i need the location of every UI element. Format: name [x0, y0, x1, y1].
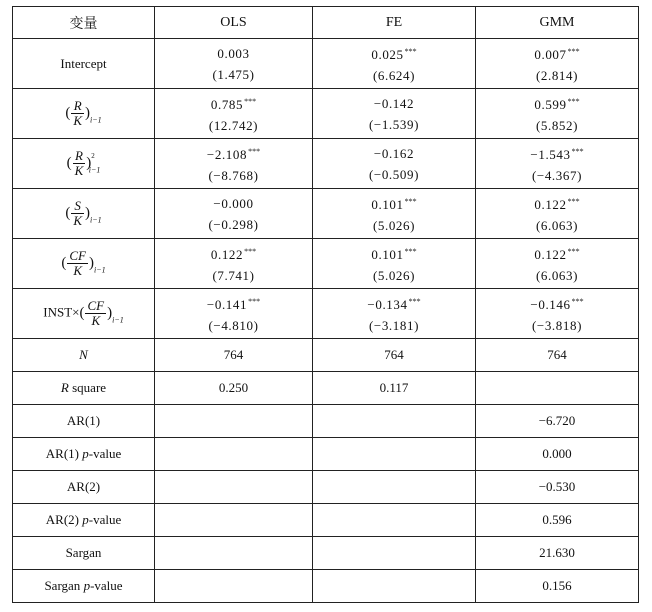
label-ar1-pvalue: AR(1) p-value: [13, 438, 155, 471]
tstat: (−3.818): [531, 318, 583, 333]
cell-ar1-gmm: −6.720: [476, 405, 639, 438]
significance-stars: ***: [567, 247, 580, 256]
row-sargan-pvalue: [13, 570, 639, 603]
fraction: $\frac{CF}{K}$: [69, 248, 86, 278]
cell-intercept-gmm: [476, 39, 639, 89]
cell-n-ols: 764: [155, 339, 313, 372]
row-ar1: [13, 405, 639, 438]
significance-stars: ***: [408, 297, 421, 306]
cell-sk-ols: −0.000 (−0.298): [155, 189, 313, 239]
cell-sargan-ols: [155, 537, 313, 570]
row-s-over-k: [13, 189, 639, 239]
cell-n-fe: 764: [313, 339, 476, 372]
row-n: [13, 339, 639, 372]
fraction: $\frac{S}{K}$: [73, 198, 83, 228]
label-cf-over-k: ( $\frac{CF}{K}$ )$_{i-1}$: [13, 239, 155, 289]
tstat: (5.852): [535, 118, 579, 133]
cell-ar2p-fe: [313, 504, 476, 537]
cell-ar1-fe: [313, 405, 476, 438]
significance-stars: ***: [244, 247, 257, 256]
fraction: $\frac{R}{K}$: [74, 148, 84, 178]
cell-sk-gmm: 0.122*** (6.063): [476, 189, 639, 239]
row-r-over-k: [13, 89, 639, 139]
label-sargan: Sargan: [13, 537, 155, 570]
cell-ar1-ols: [155, 405, 313, 438]
header-fe: FE: [313, 7, 476, 39]
header-ols: OLS: [155, 7, 313, 39]
cell-n-gmm: 764: [476, 339, 639, 372]
label-n: N: [13, 339, 155, 372]
cell-intercept-ols: [155, 39, 313, 89]
tstat: (6.063): [535, 218, 579, 233]
tstat: (7.741): [212, 268, 255, 283]
label-s-over-k: ( $\frac{S}{K}$ )$_{i-1}$: [13, 189, 155, 239]
cell-cfk-fe: 0.101*** (5.026): [313, 239, 476, 289]
cell-rk-ols: 0.785*** (12.742): [155, 89, 313, 139]
label-sargan-pvalue: Sargan p-value: [13, 570, 155, 603]
cell-sarganp-fe: [313, 570, 476, 603]
cell-rsq-gmm: [476, 372, 639, 405]
tstat: (−0.298): [208, 216, 259, 232]
cell-sarganp-ols: [155, 570, 313, 603]
significance-stars: ***: [571, 297, 584, 306]
tstat: (12.742): [208, 118, 259, 133]
label-ar2-pvalue: AR(2) p-value: [13, 504, 155, 537]
significance-stars: ***: [244, 97, 257, 106]
significance-stars: ***: [567, 97, 580, 106]
cell-rk2-ols: −2.108*** (−8.768): [155, 139, 313, 189]
label-ar2: AR(2): [13, 471, 155, 504]
header-gmm: GMM: [476, 7, 639, 39]
tstat: (6.063): [535, 268, 579, 283]
cell-cfk-ols: 0.122*** (7.741): [155, 239, 313, 289]
tstat: (−4.810): [208, 318, 259, 333]
cell-rk-fe: −0.142 (−1.539): [313, 89, 476, 139]
row-r-square: [13, 372, 639, 405]
row-cf-over-k: [13, 239, 639, 289]
label-r-square: R square: [13, 372, 155, 405]
label-r-over-k: ( $\frac{R}{K}$ )$_{i-1}$: [13, 89, 155, 139]
row-r-over-k-squared: [13, 139, 639, 189]
cell-ar1p-gmm: 0.000: [476, 438, 639, 471]
tstat: (−8.768): [208, 168, 259, 183]
significance-stars: ***: [571, 147, 584, 156]
significance-stars: ***: [248, 297, 261, 306]
cell-intercept-fe: [313, 39, 476, 89]
significance-stars: ***: [404, 47, 417, 56]
cell-sargan-fe: [313, 537, 476, 570]
label-r-over-k-squared: ( $\frac{R}{K}$ )$^2_{i-1}$: [13, 139, 155, 189]
row-ar1-pvalue: [13, 438, 639, 471]
coef: 0.025: [371, 47, 404, 62]
fraction: $\frac{R}{K}$: [73, 98, 83, 128]
coef: 0.007: [534, 47, 567, 62]
row-inst-interaction: [13, 289, 639, 339]
significance-stars: ***: [404, 247, 417, 256]
header-variable: 变量: [13, 7, 155, 39]
significance-stars: ***: [404, 197, 417, 206]
label-intercept: Intercept: [13, 39, 155, 89]
row-sargan: [13, 537, 639, 570]
cell-ar2p-gmm: 0.596: [476, 504, 639, 537]
cell-inst-gmm: −0.146*** (−3.818): [476, 289, 639, 339]
row-ar2-pvalue: [13, 504, 639, 537]
significance-stars: ***: [248, 147, 261, 156]
cell-ar2p-ols: [155, 504, 313, 537]
label-ar1: AR(1): [13, 405, 155, 438]
cell-rsq-ols: 0.250: [155, 372, 313, 405]
cell-rk2-fe: −0.162 (−0.509): [313, 139, 476, 189]
cell-rk2-gmm: −1.543*** (−4.367): [476, 139, 639, 189]
cell-ar2-ols: [155, 471, 313, 504]
significance-stars: ***: [567, 197, 580, 206]
tstat: (5.026): [372, 218, 416, 233]
tstat: (1.475): [212, 66, 255, 82]
cell-ar1p-fe: [313, 438, 476, 471]
cell-sk-fe: 0.101*** (5.026): [313, 189, 476, 239]
tstat: (−1.539): [368, 116, 420, 132]
label-inst-interaction: INST×( $\frac{CF}{K}$ )$_{i-1}$: [13, 289, 155, 339]
tstat: (2.814): [535, 68, 579, 83]
cell-sarganp-gmm: 0.156: [476, 570, 639, 603]
cell-rk-gmm: 0.599*** (5.852): [476, 89, 639, 139]
significance-stars: ***: [567, 47, 580, 56]
cell-ar1p-ols: [155, 438, 313, 471]
tstat: (−3.181): [368, 318, 420, 333]
tstat: (5.026): [372, 268, 416, 283]
header-row: [13, 7, 639, 39]
tstat: (−4.367): [531, 168, 583, 183]
cell-ar2-gmm: −0.530: [476, 471, 639, 504]
tstat: (6.624): [372, 68, 416, 83]
tstat: (−0.509): [368, 166, 420, 182]
cell-ar2-fe: [313, 471, 476, 504]
fraction: $\frac{CF}{K}$: [87, 298, 105, 328]
coef: 0.003: [217, 45, 250, 61]
cell-cfk-gmm: 0.122*** (6.063): [476, 239, 639, 289]
cell-inst-ols: −0.141*** (−4.810): [155, 289, 313, 339]
row-intercept: [13, 39, 639, 89]
cell-inst-fe: −0.134*** (−3.181): [313, 289, 476, 339]
regression-results-table: [12, 6, 639, 603]
row-ar2: [13, 471, 639, 504]
cell-sargan-gmm: 21.630: [476, 537, 639, 570]
cell-rsq-fe: 0.117: [313, 372, 476, 405]
